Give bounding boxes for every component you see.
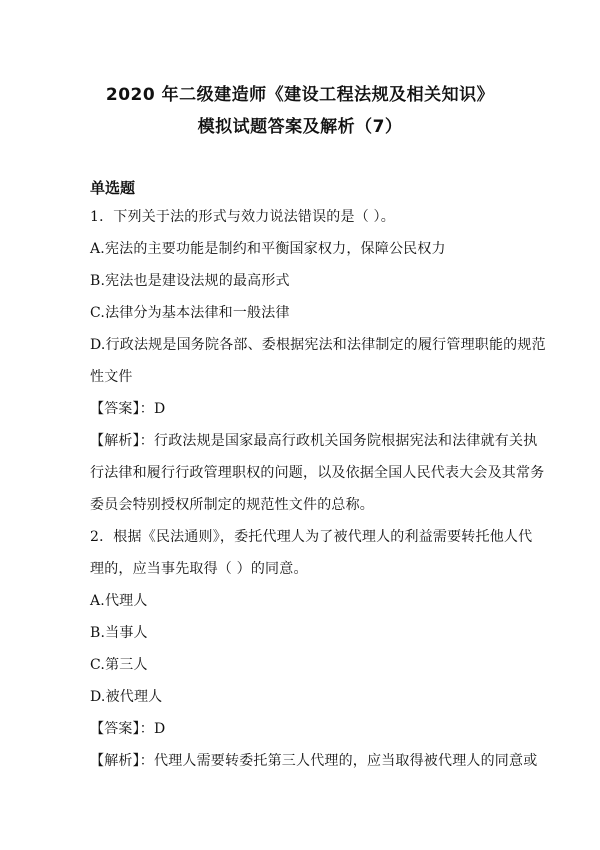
question-2-answer: 【答案】：D (90, 721, 166, 737)
question-2-stem-line-1: 2．根据《民法通则》，委托代理人为了被代理人的利益需要转托他人代 (90, 529, 533, 545)
document-title-line-1: 2020 年二级建造师《建设工程法规及相关知识》 (105, 85, 495, 105)
question-2-stem-line-2: 理的，应当事先取得（ ）的同意。 (90, 561, 308, 577)
question-1-option-b: B.宪法也是建设法规的最高形式 (90, 273, 290, 289)
question-1-stem: 1．下列关于法的形式与效力说法错误的是（ ）。 (90, 209, 395, 225)
question-1-analysis-line-2: 行法律和履行行政管理职权的问题，以及依据全国人民代表大会及其常务 (90, 465, 545, 481)
question-2-option-c: C.第三人 (90, 657, 148, 673)
question-2-analysis-line-1: 【解析】：代理人需要转委托第三人代理的，应当取得被代理人的同意或 (90, 753, 538, 769)
question-1-analysis-line-3: 委员会特别授权所制定的规范性文件的总称。 (90, 497, 374, 513)
question-1-option-d: D.行政法规是国务院各部、委根据宪法和法律制定的履行管理职能的规范 (90, 337, 546, 353)
question-1-analysis-line-1: 【解析】：行政法规是国家最高行政机关国务院根据宪法和法律就有关执 (90, 433, 538, 449)
question-1-answer: 【答案】：D (90, 401, 166, 417)
question-1-option-d-cont: 性文件 (90, 369, 133, 385)
section-heading: 单选题 (90, 179, 136, 197)
question-2-option-b: B.当事人 (90, 625, 148, 641)
question-2-option-d: D.被代理人 (90, 689, 163, 705)
question-1-option-c: C.法律分为基本法律和一般法律 (90, 305, 290, 321)
document-title-line-2: 模拟试题答案及解析（7） (197, 117, 403, 137)
question-2-option-a: A.代理人 (90, 593, 148, 609)
question-1-option-a: A.宪法的主要功能是制约和平衡国家权力，保障公民权力 (90, 241, 446, 257)
